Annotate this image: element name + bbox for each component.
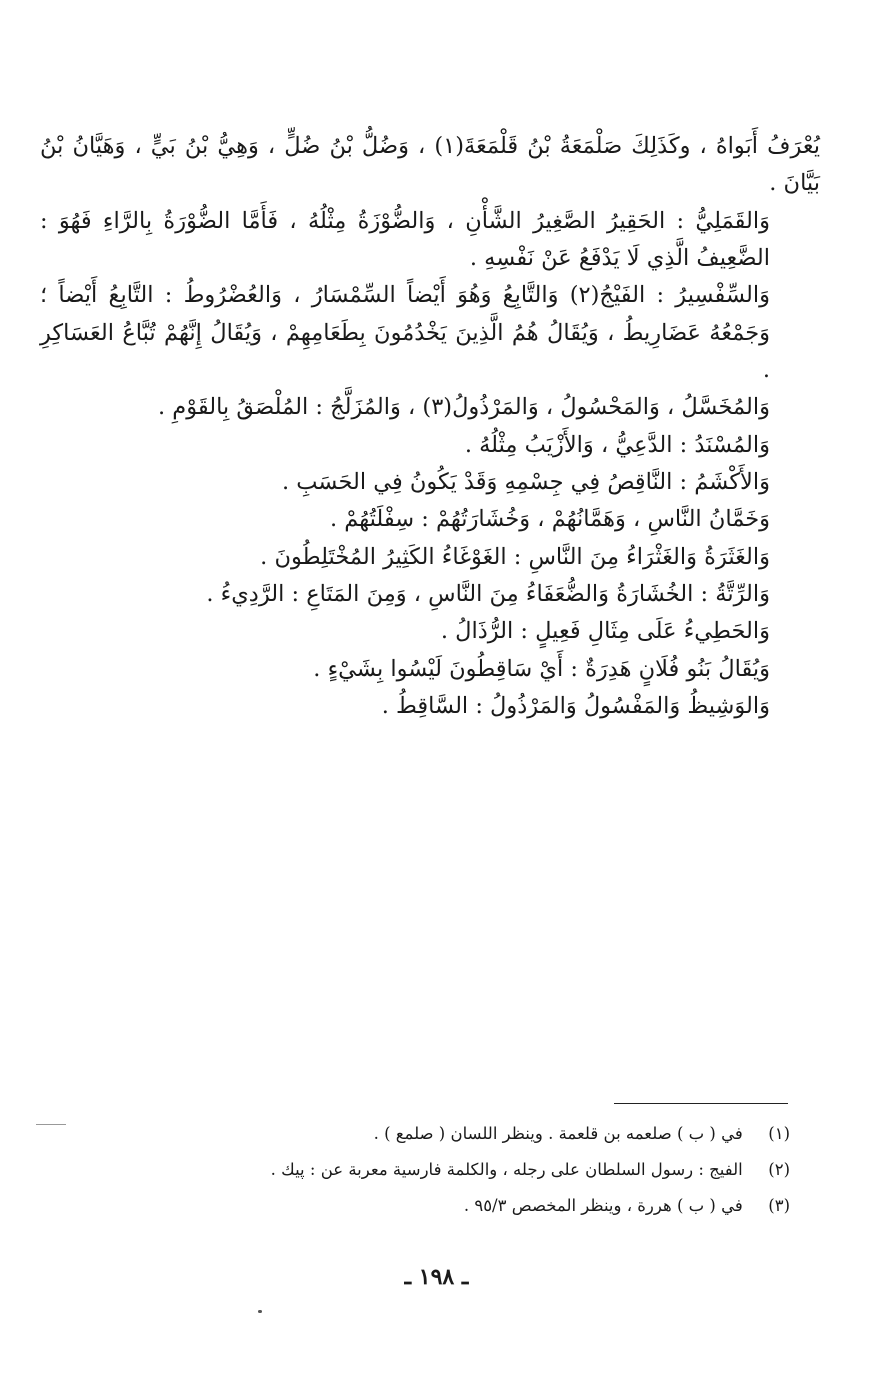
paragraph: وَالحَطِيءُ عَلَى مِثَالِ فَعِيلٍ : الرُّذَالُ . [440,618,770,645]
paragraph: وَالرِّتَّةُ : الخُشَارَةُ وَالضُّعَفَاءُ مِنَ النَّاسِ ، وَمِنَ المَتَاعِ : الرَّدِيءُ . [206,581,770,608]
paragraph: وَخَمَّانُ النَّاسِ ، وَهَمَّانُهُمْ ، وَخُشَارَتُهُمْ : سِفْلَتُهُمْ . [329,506,770,533]
paragraph: وَالوَشِيظُ وَالمَفْسُولُ وَالمَرْذُولُ : السَّاقِطُ . [381,693,770,720]
margin-mark [36,1124,66,1125]
footnote-separator [614,1103,788,1104]
footnote [140,1188,790,1224]
paragraph: وَالمُخَسَّلُ ، وَالمَحْسُولُ ، وَالمَرْذُولُ(٣) ، وَالمُزَلَّجُ : المُلْصَقُ بِالقَوْمِ . [157,394,770,421]
paragraph: وَالغَثَرَةُ وَالغَثْرَاءُ مِنَ النَّاسِ : الغَوْغَاءُ الكَثِيرُ المُخْتَلِطُونَ . [260,543,770,570]
scan-speck [258,1310,262,1313]
paragraph: يُعْرَفُ أَبَواهُ ، وكَذَلِكَ صَلْمَعَةُ بْنُ قَلْمَعَةَ(١) ، وَضُلُّ بْنُ ضُلٍّ ، وَهِيُّ بْنُ بَيٍّ ، وَهَيَّانُ بْنُ بَيَّانَ . [40,133,820,197]
paragraph: وَالسِّفْسِيرُ : الفَيْجُ(٢) وَالتَّابِعُ وَهُوَ أَيْضاً السِّمْسَارُ ، وَالعُضْرُوطُ : التَّابِعُ أَيْضاً ؛ وَجَمْعُهُ عَضَارِيطُ ، وَيُقَالُ هُمُ الَّذِينَ يَخْدُمُونَ بِطَعَامِهِمْ ، وَيُقَالُ إِنَّهُمْ تُبَّاعُ العَسَاكِرِ . [40,282,770,384]
footnotes [140,1116,790,1224]
page-number: ـ ١٩٨ ـ [404,1264,469,1290]
footnote [140,1152,790,1188]
main-text [40,128,820,726]
footnote-text: في ( ب ) صلعمه بن قلعمة . وينظر اللسان ( صلمع ) . [373,1124,743,1143]
paragraph: وَيُقَالُ بَنُو فُلَانٍ هَدِرَةٌ : أَيْ سَاقِطُونَ لَيْسُوا بِشَيْءٍ . [313,655,770,682]
paragraph: وَالقَمَلِيُّ : الحَقِيرُ الصَّغِيرُ الشَّأْنِ ، وَالضُّوْزَةُ مِثْلُهُ ، فَأَمَّا الضُّوْرَةُ بِالرَّاءِ فَهُوَ : الضَّعِيفُ الَّذِي لَا يَدْفَعُ عَنْ نَفْسِهِ . [40,207,770,272]
footnote-text: في ( ب ) هررة ، وينظر المخصص ٩٥/٣ . [463,1196,743,1215]
footnote-text: الفيج : رسول السلطان على رجله ، والكلمة فارسية معربة عن : پيك . [270,1160,743,1179]
paragraph: وَالمُسْنَدُ : الدَّعِيُّ ، وَالأَزْيَبُ مِثْلُهُ . [464,431,770,458]
paragraph: وَالأَكْشَمُ : النَّاقِصُ فِي جِسْمِهِ وَقَدْ يَكُونُ فِي الحَسَبِ . [281,469,770,496]
footnote-number: (٢) [768,1160,790,1179]
footnote-number: (١) [768,1124,790,1143]
footnote [140,1116,790,1152]
footnote-number: (٣) [768,1196,790,1215]
